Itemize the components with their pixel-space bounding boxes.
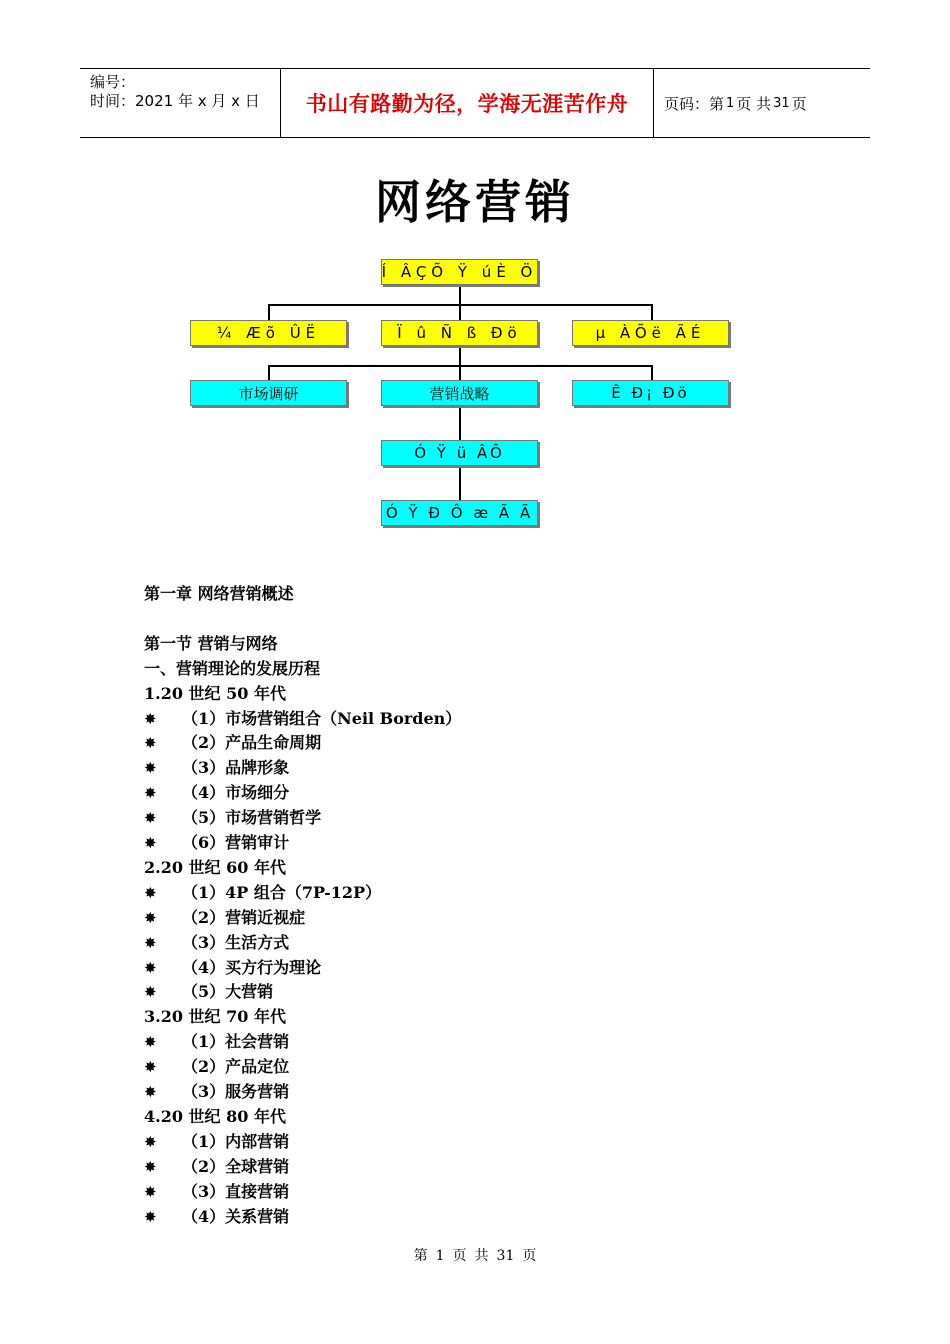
bullet-icon: ✸ xyxy=(144,958,157,977)
list-item: ✸ （2）产品定位 xyxy=(144,1055,461,1080)
page-total: 31 xyxy=(773,95,790,111)
connector-line xyxy=(651,304,653,320)
list-item: ✸ （2）营销近视症 xyxy=(144,906,461,931)
page-suffix: 页 xyxy=(791,94,807,113)
connector-line xyxy=(651,365,653,380)
group-title: 4.20 世纪 80 年代 xyxy=(144,1107,286,1127)
section-heading: 第一节 营销与网络 xyxy=(144,633,278,653)
connector-line xyxy=(459,285,461,305)
bullet-icon: ✸ xyxy=(144,1182,157,1201)
list-item: ✸ （4）市场细分 xyxy=(144,781,461,806)
connector-line xyxy=(268,365,653,367)
footer-mid: 页 xyxy=(452,1248,467,1264)
document-title: 网络营销 xyxy=(375,175,575,229)
header-meta xyxy=(80,69,280,137)
page-footer xyxy=(0,1245,950,1265)
footer-suffix: 页 xyxy=(522,1248,537,1264)
connector-line xyxy=(459,304,461,320)
bullet-icon: ✸ xyxy=(144,734,157,753)
list-item: ✸ （1）4P 组合（7P-12P） xyxy=(144,881,461,906)
list-item: ✸ （3）直接营销 xyxy=(144,1180,461,1205)
list-item: ✸ （6）营销审计 xyxy=(144,831,461,856)
list-item: ✸ （4）关系营销 xyxy=(144,1205,461,1230)
list-item: ✸ （2）产品生命周期 xyxy=(144,731,461,756)
connector-line xyxy=(459,365,461,380)
bullet-icon: ✸ xyxy=(144,983,157,1002)
list-item: ✸ （1）市场营销组合（Neil Borden） xyxy=(144,707,461,732)
bullet-icon: ✸ xyxy=(144,809,157,828)
subheading: 一、营销理论的发展历程 xyxy=(144,658,321,678)
list-item: ✸ （3）品牌形象 xyxy=(144,756,461,781)
chart-node-l4: Ó Ÿ ü ÂÔ xyxy=(381,440,538,466)
bullet-icon: ✸ xyxy=(144,834,157,853)
bullet-icon: ✸ xyxy=(144,1033,157,1052)
connector-line xyxy=(459,466,461,500)
chart-node-l2-1: ¼ Æõ ÛË xyxy=(190,320,347,346)
bullet-icon: ✸ xyxy=(144,1207,157,1226)
chart-node-l3-3: Ê Ð¡ Ðö xyxy=(572,380,729,406)
chart-node-l2-2: Ï û Ñ ß Ðö xyxy=(381,320,538,346)
list-item: ✸ （1）社会营销 xyxy=(144,1030,461,1055)
list-item: ✸ （1）内部营销 xyxy=(144,1130,461,1155)
list-item: ✸ （5）大营销 xyxy=(144,980,461,1005)
chart-node-root: Í ÂÇÕ Ÿ úÈ Ö xyxy=(381,259,538,285)
connector-line xyxy=(459,346,461,366)
list-item: ✸ （2）全球营销 xyxy=(144,1155,461,1180)
serial-label: 编号： xyxy=(90,73,136,91)
bullet-icon: ✸ xyxy=(144,908,157,927)
footer-prefix: 第 xyxy=(413,1248,428,1264)
chart-node-l3-1: 市场调研 xyxy=(190,380,347,406)
chart-node-l2-3: µ ÀÕë ÃÉ xyxy=(572,320,729,346)
bullet-icon: ✸ xyxy=(144,1058,157,1077)
page-header xyxy=(80,68,870,138)
group-title: 1.20 世纪 50 年代 xyxy=(144,683,286,703)
header-motto: 书山有路勤为径，学海无涯苦作舟 xyxy=(280,69,654,137)
bullet-icon: ✸ xyxy=(144,784,157,803)
bullet-icon: ✸ xyxy=(144,1157,157,1176)
connector-line xyxy=(268,304,270,320)
connector-line xyxy=(268,304,653,306)
page-prefix: 页码：第 xyxy=(664,94,725,113)
chapter-heading: 第一章 网络营销概述 xyxy=(144,584,294,603)
body-content xyxy=(144,582,461,1230)
chart-node-l3-2: 营销战略 xyxy=(381,380,538,406)
time-label: 时间：2021 年 x 月 x 日 xyxy=(90,92,260,110)
connector-line xyxy=(268,365,270,380)
list-item: ✸ （5）市场营销哲学 xyxy=(144,806,461,831)
list-item: ✸ （3）服务营销 xyxy=(144,1080,461,1105)
bullet-icon: ✸ xyxy=(144,933,157,952)
list-item: ✸ （3）生活方式 xyxy=(144,931,461,956)
bullet-icon: ✸ xyxy=(144,1083,157,1102)
list-item: ✸ （4）买方行为理论 xyxy=(144,956,461,981)
bullet-icon: ✸ xyxy=(144,1132,157,1151)
bullet-icon: ✸ xyxy=(144,883,157,902)
group-title: 2.20 世纪 60 年代 xyxy=(144,857,286,877)
group-title: 3.20 世纪 70 年代 xyxy=(144,1007,286,1027)
chart-node-l5: Ó Ÿ Ð Ô æ Ã Ã xyxy=(381,500,538,526)
footer-total: 31 xyxy=(496,1248,515,1264)
bullet-icon: ✸ xyxy=(144,759,157,778)
page-mid: 页 共 xyxy=(736,94,772,113)
page-number: 1 xyxy=(726,95,735,111)
header-page-info xyxy=(654,69,870,137)
connector-line xyxy=(459,406,461,440)
footer-mid2: 共 xyxy=(474,1248,489,1264)
footer-page: 1 xyxy=(435,1248,445,1264)
bullet-icon: ✸ xyxy=(144,709,157,728)
